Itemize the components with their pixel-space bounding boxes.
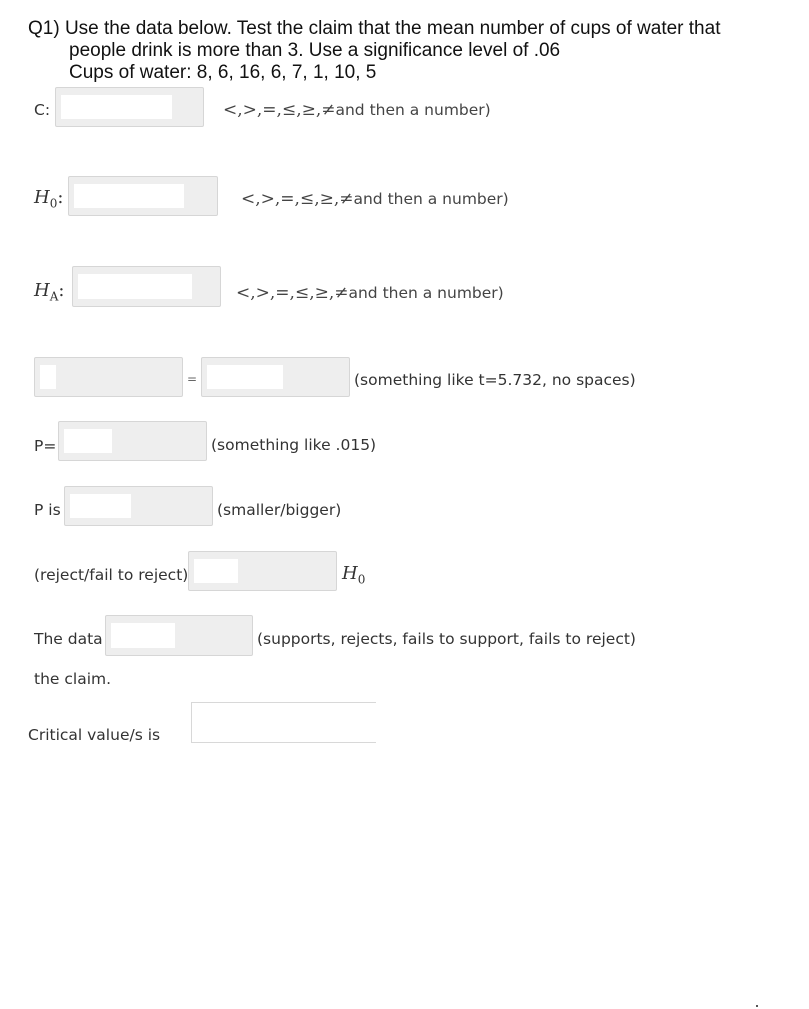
p-comparison-input[interactable] [64, 486, 213, 526]
question-line-2: people drink is more than 3. Use a significance level of .06 [69, 40, 561, 61]
critical-value-input[interactable] [191, 702, 376, 743]
ha-ops-hint: <,>,=,≤,≥,≠and then a number) [236, 283, 504, 303]
h0-label: $H_0$: [34, 187, 64, 211]
p-label: P= [34, 437, 57, 455]
claim-label: C: [34, 101, 51, 119]
the-data-label: The data [34, 630, 103, 648]
question-text [28, 18, 720, 84]
claim-ops-hint: <,>,=,≤,≥,≠and then a number) [223, 100, 491, 120]
equals-sign: = [187, 372, 198, 386]
ha-label: $H_A$: [34, 280, 65, 304]
stray-dot [756, 1005, 758, 1007]
p-is-label: P is [34, 501, 61, 519]
statistic-hint: (something like t=5.732, no spaces) [354, 371, 636, 389]
statistic-name-input[interactable] [34, 357, 183, 397]
critical-value-label: Critical value/s is [28, 726, 161, 744]
the-claim-label: the claim. [34, 670, 112, 688]
p-comparison-hint: (smaller/bigger) [217, 501, 342, 519]
conclusion-input[interactable] [105, 615, 253, 656]
statistic-value-input[interactable] [201, 357, 350, 397]
claim-input[interactable] [55, 87, 204, 127]
conclusion-hint: (supports, rejects, fails to support, fails to reject) [257, 630, 636, 648]
p-value-input[interactable] [58, 421, 207, 461]
question-line-1: Q1) Use the data below. Test the claim that the mean number of cups of water that [28, 18, 721, 39]
reject-h0-label: $H_0$ [342, 563, 366, 587]
ha-input[interactable] [72, 266, 221, 307]
question-line-3: Cups of water: 8, 6, 16, 6, 7, 1, 10, 5 [69, 62, 377, 83]
h0-ops-hint: <,>,=,≤,≥,≠and then a number) [241, 189, 509, 209]
h0-input[interactable] [68, 176, 218, 216]
decision-input[interactable] [188, 551, 337, 591]
reject-hint: (reject/fail to reject) [34, 566, 189, 584]
p-value-hint: (something like .015) [211, 436, 377, 454]
